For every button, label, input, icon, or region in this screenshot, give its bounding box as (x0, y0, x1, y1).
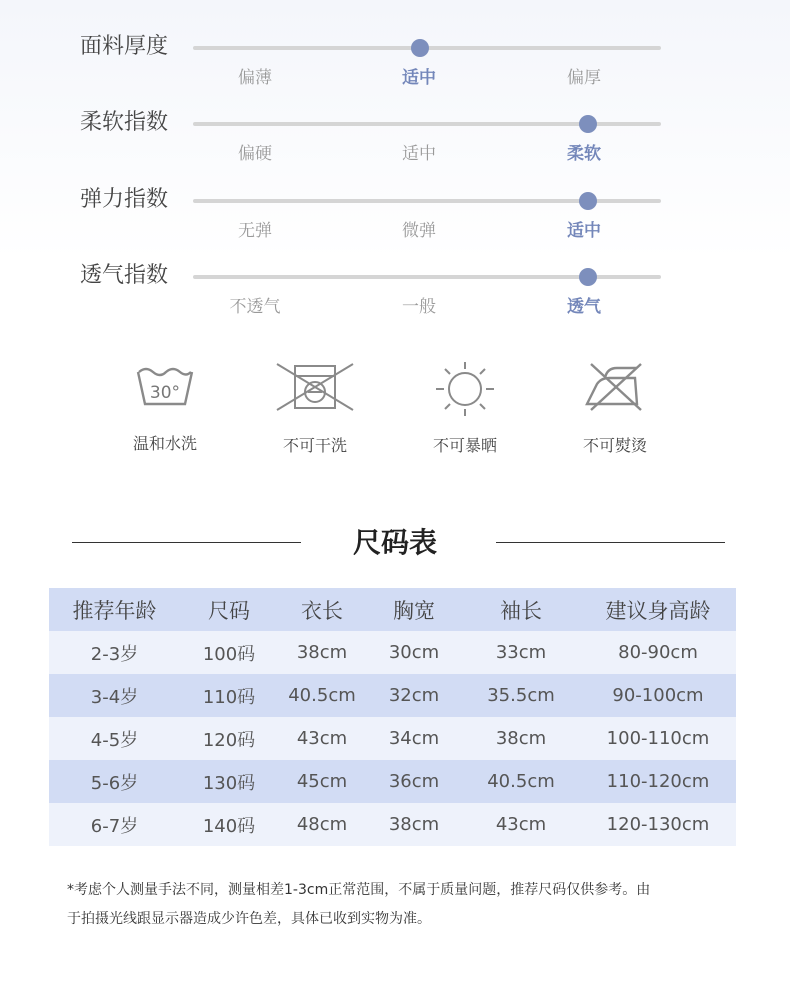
care-label: 不可暴晒 (432, 436, 497, 455)
table-cell: 30cm (366, 631, 462, 674)
attribute-row-breathability (0, 262, 790, 322)
attribute-row-elasticity (0, 186, 790, 246)
care-label: 温和水洗 (132, 434, 197, 453)
column-header: 尺码 (180, 588, 278, 631)
table-cell: 5-6岁 (49, 760, 180, 803)
table-cell: 43cm (278, 717, 366, 760)
attribute-level: 偏硬 (238, 144, 272, 164)
attribute-level: 偏薄 (238, 68, 272, 88)
no-dry-clean-icon (275, 362, 355, 412)
care-label: 不可干洗 (282, 436, 347, 455)
table-row (49, 717, 736, 760)
no-iron-icon (583, 362, 647, 412)
table-cell: 4-5岁 (49, 717, 180, 760)
table-cell: 32cm (366, 674, 462, 717)
attribute-name: 弹力指数 (80, 187, 169, 212)
attribute-level: 微弹 (402, 221, 436, 241)
table-cell: 2-3岁 (49, 631, 180, 674)
table-cell: 110码 (180, 674, 278, 717)
table-cell: 100-110cm (580, 717, 736, 760)
table-cell: 45cm (278, 760, 366, 803)
attribute-level: 不透气 (229, 297, 281, 317)
table-cell: 38cm (462, 717, 580, 760)
attribute-level-active: 柔软 (567, 144, 601, 164)
table-cell: 100码 (180, 631, 278, 674)
column-header: 袖长 (462, 588, 580, 631)
wash-temperature: 30° (149, 383, 181, 403)
attribute-marker (411, 39, 429, 57)
table-cell: 35.5cm (462, 674, 580, 717)
attribute-level-active: 适中 (567, 221, 601, 241)
table-header-row (49, 588, 736, 631)
attribute-level: 偏厚 (567, 68, 601, 88)
attribute-row-softness (0, 109, 790, 169)
table-cell: 80-90cm (580, 631, 736, 674)
no-sun-dry-icon (434, 362, 496, 416)
table-cell: 3-4岁 (49, 674, 180, 717)
attribute-marker (579, 192, 597, 210)
table-cell: 38cm (366, 803, 462, 846)
attribute-name: 柔软指数 (80, 110, 169, 135)
table-cell: 40.5cm (462, 760, 580, 803)
attribute-marker (579, 115, 597, 133)
table-cell: 33cm (462, 631, 580, 674)
care-label: 不可熨烫 (582, 436, 647, 455)
attribute-name: 面料厚度 (80, 34, 169, 59)
disclaimer-line: *考虑个人测量手法不同，测量相差1-3cm正常范围，不属于质量问题，推荐尺码仅供参考。由 (67, 882, 651, 898)
attribute-marker (579, 268, 597, 286)
care-item-no-iron (550, 362, 680, 456)
care-item-no-dry-clean (250, 362, 380, 456)
disclaimer-line: 于拍摄光线跟显示器造成少许色差，具体已收到实物为准。 (67, 911, 431, 927)
table-cell: 43cm (462, 803, 580, 846)
table-cell: 40.5cm (278, 674, 366, 717)
attribute-level: 适中 (402, 144, 436, 164)
care-item-gentle-wash (100, 362, 230, 454)
table-cell: 140码 (180, 803, 278, 846)
table-cell: 90-100cm (580, 674, 736, 717)
table-cell: 48cm (278, 803, 366, 846)
wash-30-icon (135, 362, 195, 410)
attribute-row-thickness (0, 33, 790, 93)
table-row (49, 631, 736, 674)
table-cell: 38cm (278, 631, 366, 674)
attribute-level-active: 透气 (567, 297, 601, 317)
table-cell: 110-120cm (580, 760, 736, 803)
column-header: 胸宽 (366, 588, 462, 631)
size-chart-title: 尺码表 (352, 526, 437, 559)
disclaimer-note (67, 876, 737, 934)
attribute-level-active: 适中 (402, 68, 436, 88)
table-cell: 130码 (180, 760, 278, 803)
table-cell: 120码 (180, 717, 278, 760)
table-cell: 36cm (366, 760, 462, 803)
table-row (49, 674, 736, 717)
attribute-name: 透气指数 (80, 263, 169, 288)
attribute-level: 一般 (402, 297, 436, 317)
table-row (49, 760, 736, 803)
table-cell: 34cm (366, 717, 462, 760)
size-chart-table (49, 588, 736, 846)
care-item-no-sun (400, 362, 530, 456)
table-cell: 6-7岁 (49, 803, 180, 846)
column-header: 建议身高龄 (580, 588, 736, 631)
attribute-level: 无弹 (238, 221, 272, 241)
title-rule-right (496, 542, 725, 543)
table-cell: 120-130cm (580, 803, 736, 846)
table-row (49, 803, 736, 846)
column-header: 推荐年龄 (49, 588, 180, 631)
column-header: 衣长 (278, 588, 366, 631)
